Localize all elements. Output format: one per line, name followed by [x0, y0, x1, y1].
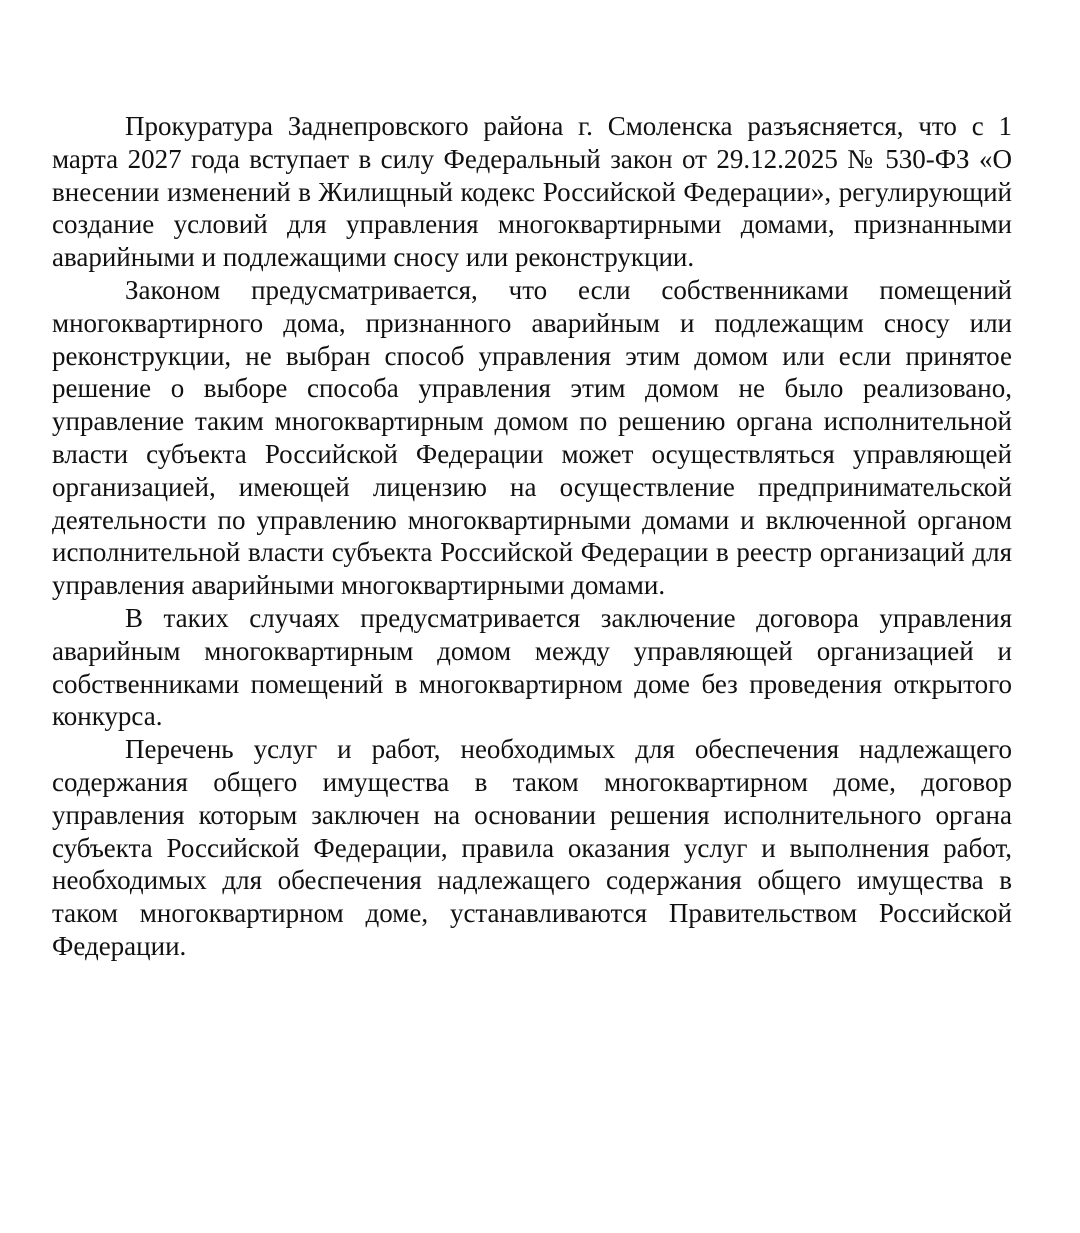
document-page — [52, 110, 1012, 963]
paragraph-intro: Прокуратура Заднепровского района г. Смоленска разъясняется, что с 1 марта 2027 года вступает в силу Федеральный закон от 29.12.2025 № 530-ФЗ «О внесении изменений в Жилищный кодекс Российской Федерации», регулирующий создание условий для управления многоквартирными домами, признанными аварийными и подлежащими сносу или реконструкции. — [52, 111, 1012, 273]
paragraph-contract: В таких случаях предусматривается заключение договора управления аварийным многоквартирным домом между управляющей организацией и собственниками помещений в многоквартирном доме без проведения открытого конкурса. — [52, 602, 1012, 732]
paragraph-law-provisions: Законом предусматривается, что если собственниками помещений многоквартирного дома, признанного аварийным и подлежащим сносу или реконструкции, не выбран способ управления этим домом или если принятое решение о выборе способа управления этим домом не было реализовано, управление таким многоквартирным домом по решению органа исполнительной власти субъекта Российской Федерации может осуществляться управляющей организацией, имеющей лицензию на осуществление предпринимательской деятельности по управлению многоквартирными домами и включенной органом исполнительной власти субъекта Российской Федерации в реестр организаций для управления аварийными многоквартирными домами. — [52, 274, 1012, 601]
paragraph-services-list: Перечень услуг и работ, необходимых для обеспечения надлежащего содержания общего имущества в таком многоквартирном доме, договор управления которым заключен на основании решения исполнительного органа субъекта Российской Федерации, правила оказания услуг и выполнения работ, необходимых для обеспечения надлежащего содержания общего имущества в таком многоквартирном доме, устанавливаются Правительством Российской Федерации. — [52, 734, 1012, 961]
